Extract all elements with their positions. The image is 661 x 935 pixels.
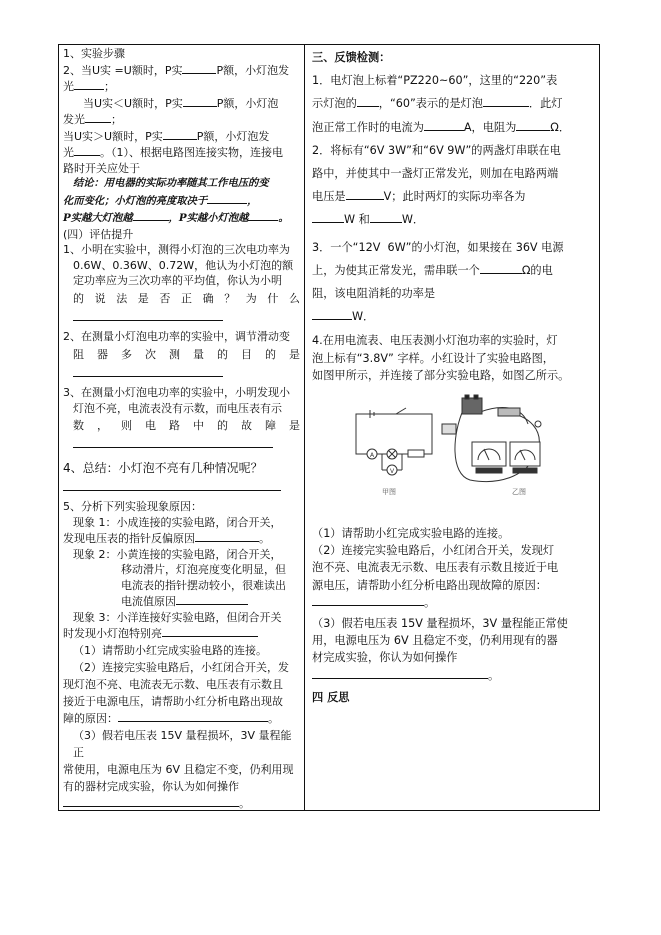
sub3-line-2: 常使用，电源电压为 6V 且稳定不变，仍利用现 [63, 762, 294, 776]
step-equal: 2、当U实 =U额时，P实 P额，小灯泡发 [63, 63, 290, 77]
step-less-cont: 发光 ； [63, 113, 122, 126]
rsub3-line-3: 材完成实验，你认为如何操作 [312, 651, 458, 665]
rheostat-body [498, 408, 520, 416]
rq4-line-3: 如图甲所示，并连接了部分实验电路，如图乙所示。 [312, 368, 570, 382]
lamp-socket [535, 421, 541, 427]
step-greater: 当U实＞U额时，P实 P额，小灯泡发 [63, 129, 270, 143]
sub1: （1）请帮助小红完成实验电路的连接。 [73, 643, 267, 657]
section-feedback: 三、反馈检测： [312, 51, 391, 64]
meter-right [510, 442, 540, 466]
rq3-line-3: 阻，该电阻消耗的功率是 [312, 287, 436, 301]
left-column [60, 44, 302, 812]
rq4-line-1: 4.在用电流表、电压表测小灯泡功率的实验时，灯 [312, 334, 558, 348]
rheostat-symbol [408, 450, 424, 457]
rq1-line-3: 泡正常工作时的电流为 A，电阻为 Ω． [312, 120, 571, 134]
battery-box [462, 398, 482, 414]
q5-title: 5、分析下列实验现象原因： [63, 500, 202, 513]
circuit-figure [352, 394, 544, 519]
figure-label-yi: 乙图 [512, 488, 526, 497]
sub2-line-2: 现灯泡不亮、电流表无示数、电压表有示数且 [63, 677, 283, 691]
step-switch: 路时开关应处于 [63, 161, 140, 175]
q2-line-1: 2、在测量小灯泡电功率的实验中，调节滑动变 [63, 330, 290, 343]
step-less: 当U实＜U额时，P实 P额，小灯泡 [83, 96, 279, 110]
meter-left [472, 442, 506, 466]
figure-label-jia: 甲图 [382, 488, 396, 497]
q4-answer[interactable] [63, 479, 300, 496]
rsub2-line-3: 源电压，请帮助小红分析电路出现故障的原因： [312, 578, 547, 592]
column-divider [304, 44, 305, 811]
phenomenon-1-line-1: 现象 1：小成连接的实验电路，闭合开关， [73, 515, 282, 529]
step-greater-cont: 光 。（1）、根据电路图连接实物，连接电 [63, 146, 283, 159]
battery-terminal-b [474, 395, 478, 399]
sub3-line-1: （3）假若电压表 15V 量程损坏，3V 量程能正 [73, 728, 292, 759]
conclusion-line-3: P实越大灯泡越 ，P实越小灯泡越 。 [63, 209, 300, 227]
q1-line-3: 定功率应为三次功率的平均值，你认为小明 [73, 274, 282, 287]
rq1-line-1: 1．电灯泡上标着“PZ220~60”，这里的“220”表 [312, 74, 558, 88]
phenomenon-2-line-1: 现象 2：小黄连接的实验电路，闭合开关， [73, 547, 282, 561]
phenomenon-2-line-4: 电流值原因 [63, 593, 300, 610]
meter-left-base [476, 468, 502, 473]
q4-summary: 4、总结：小灯泡不亮有几种情况呢？ [63, 460, 263, 475]
rq3-line-2: 上，为使其正常发光，需串联一个 Ω的电 [312, 263, 553, 277]
rq2-line-2: 路中，并使其中一盏灯正常发光，则加在电路两端 [312, 167, 559, 181]
phenomenon-1-line-2: 发现电压表的指针反偏原因 。 [63, 532, 270, 545]
sub2-line-1: （2）连接完实验电路后，小红闭合开关，发 [73, 660, 289, 674]
conclusion-line-2: 化而变化；小灯泡的亮度取决于 ， [63, 192, 300, 210]
sub2-line-3: 接近于电源电压，请帮助小红分析电路出现故 [63, 694, 283, 708]
step-equal-cont: 光 ； [63, 80, 115, 93]
q3-line-2: 灯泡不亮，电流表没有示数，而电压表有示 [73, 401, 282, 415]
q2-line-2: 阻 器 多 次 测 量 的 目 的 是 [73, 347, 300, 361]
right-column [308, 44, 598, 709]
rq4-line-2: 泡上标有“3.8V” 字样。小红设计了实验电路图， [312, 351, 554, 365]
q2-answer[interactable] [63, 365, 300, 382]
rsub3-line-1: （3）假若电压表 15V 量程损坏，3V 量程能正常使 [312, 617, 568, 631]
q1-line-2: 0.6W、0.36W、0.72W，他认为小灯泡的额 [73, 258, 294, 272]
q1-line-1: 1、小明在实验中，测得小灯泡的三次电功率为 [63, 243, 290, 256]
rq3-line-1: 3．一个“12V 6W”的小灯泡，如果接在 36V 电源 [312, 240, 564, 254]
ammeter-label: A [369, 452, 375, 460]
sub3-answer[interactable]: 。 [63, 795, 300, 812]
physical-setup-yi [442, 395, 541, 482]
voltmeter-label: V [389, 468, 395, 476]
rq2-line-4: W 和 W． [312, 208, 596, 231]
q1-line-4: 的 说 法 是 否 正 确 ？ 为 什 么 [73, 291, 300, 305]
rsub2-line-1: （2）连接完实验电路后，小红闭合开关，发现灯 [312, 544, 555, 558]
rsub3-answer[interactable]: 。 [312, 667, 596, 684]
rsub2-line-2: 泡不亮、电流表无示数、电压表有示数且接近于电 [312, 561, 559, 575]
rq1-line-2: 示灯泡的 ，“60”表示的是灯泡 ．此灯 [312, 97, 563, 111]
phenomenon-3-line-2: 时发现小灯泡特别亮 [63, 625, 300, 642]
switch-base [442, 424, 456, 434]
phenomenon-2-line-2: 移动滑片，灯泡亮度变化明显，但 [121, 563, 286, 576]
sub2-line-4: 障的原因： 。 [63, 711, 279, 725]
rsub2-answer[interactable]: 。 [312, 594, 596, 611]
q1-answer[interactable] [63, 309, 300, 326]
conclusion-line-1: 结论：用电器的实际功率随其工作电压的变 [73, 177, 269, 189]
battery-terminal-a [465, 395, 469, 399]
rsub3-line-2: 用，电源电压为 6V 且稳定不变，仍利用现有的器 [312, 634, 558, 648]
rq2-line-3: 电压是 V；此时两灯的实际功率各为 [312, 190, 526, 204]
section-evaluation: (四）评估提升 [63, 227, 134, 241]
rsub1: （1）请帮助小红完成实验电路的连接。 [312, 527, 510, 541]
sub3-line-3: 有的器材完成实验，你认为如何操作 [63, 779, 239, 793]
switch-lever [396, 408, 406, 414]
circuit-diagram-jia [356, 408, 432, 475]
phenomenon-2-line-3: 电流表的指针摆动较小，很难读出 [121, 578, 286, 592]
reflection-heading: 四 反思 [312, 690, 350, 704]
rq2-line-1: 2．将标有“6V 3W”和“6V 9W”的两盏灯串联在电 [312, 143, 561, 157]
phenomenon-3-line-1: 现象 3：小洋连接好实验电路，但闭合开关 [73, 610, 282, 624]
q3-line-3: 数 ， 则 电 路 中 的 故 障 是 [73, 419, 300, 432]
circuit-loop [356, 414, 432, 454]
steps-heading: 1、实验步骤 [63, 47, 125, 60]
q3-line-1: 3、在测量小灯泡电功率的实验中，小明发现小 [63, 386, 290, 399]
q3-answer[interactable] [63, 436, 300, 453]
meter-right-base [513, 468, 537, 473]
rq3-line-4: W． [312, 305, 596, 328]
